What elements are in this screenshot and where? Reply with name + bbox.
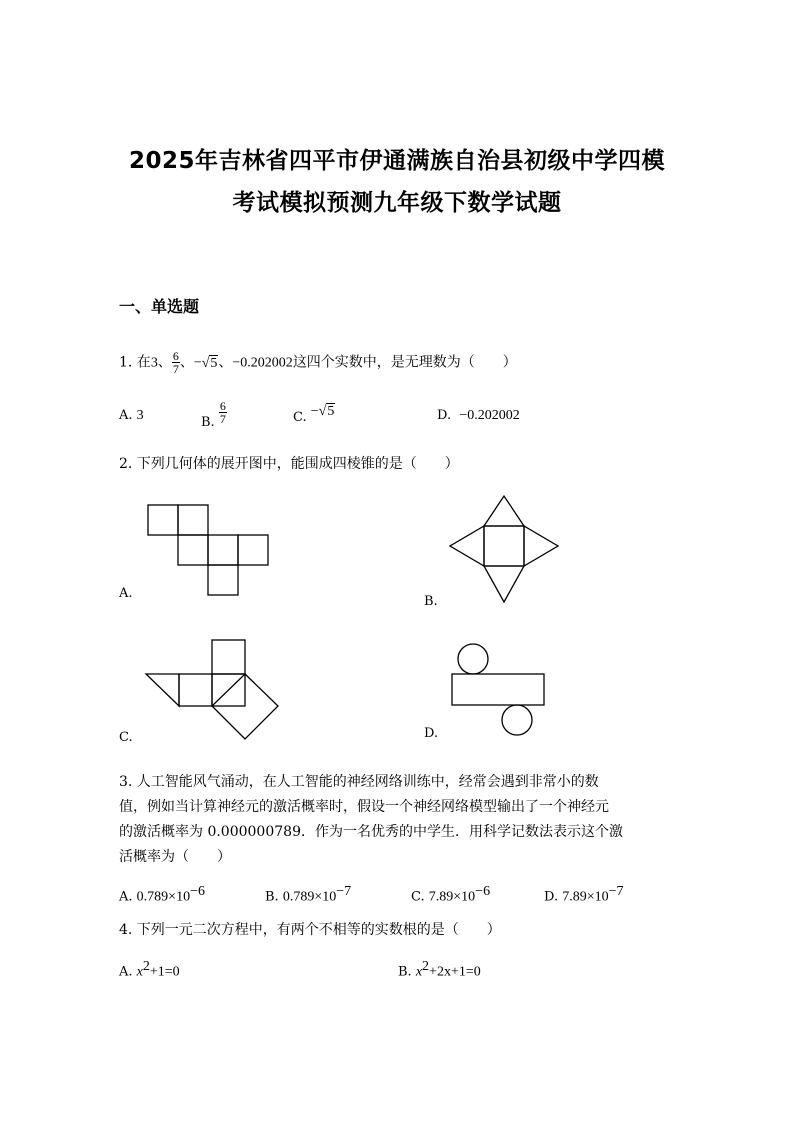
- page-title-line1: 2025年吉林省四平市伊通满族自治县初级中学四模: [128, 148, 665, 174]
- q1-item1: 3、: [150, 355, 172, 371]
- q3-option-a[interactable]: A. $0.789\times 10^{-6}$: [119, 884, 205, 905]
- q2-option-d[interactable]: D.: [424, 726, 439, 741]
- q3-option-c[interactable]: C. $7.89\times 10^{-6}$: [411, 884, 491, 905]
- section-heading: 一、单选题: [119, 297, 200, 316]
- question-1: 1. 在3、 $\frac{6}{7}$ 、−√5、−0.202002这四个实数中，是无理数为（ ）: [119, 349, 517, 376]
- question-2: 2. 下列几何体的展开图中，能围成四棱锥的是（ ）: [119, 456, 459, 472]
- q1-option-c[interactable]: C. −√5: [293, 404, 335, 425]
- q1-item4: −0.202002: [232, 355, 293, 371]
- q1-prefix: 1. 在: [119, 354, 151, 371]
- q1-fraction: $\frac{6}{7}$: [172, 349, 179, 376]
- q3-option-b[interactable]: B. $0.789\times 10^{-7}$: [265, 884, 352, 905]
- q4-option-a[interactable]: A. $x^2+1=0$: [119, 959, 180, 980]
- q2-figure-a-net: [140, 495, 280, 605]
- q2-figure-c-net: [144, 636, 284, 744]
- q1-option-d[interactable]: D. −0.202002: [437, 408, 520, 423]
- q1-sqrt: √5: [201, 355, 218, 371]
- question-3: 3. 人工智能风气涌动，在人工智能的神经网络训练中，经常会遇到非常小的数 值，例如当计算神经元的激活概率时，假设一个神经网络模型输出了一个神经元 的激活概率为 0.000000789．作为一名优秀的中学生．用科学记数法表示这个激 活概率为（ ）: [119, 774, 623, 865]
- page-title-line2: 考试模拟预测九年级下数学试题: [232, 190, 562, 216]
- q1-option-a[interactable]: A. 3: [119, 408, 144, 423]
- q2-figure-d-net: [446, 640, 550, 740]
- q3-option-d[interactable]: D. $7.89\times 10^{-7}$: [544, 884, 624, 905]
- q4-option-b[interactable]: B. $x^2+2x+1=0$: [398, 959, 481, 980]
- q2-figure-b-net: [446, 492, 562, 608]
- question-4: 4. 下列一元二次方程中，有两个不相等的实数根的是（ ）: [119, 922, 501, 938]
- q2-option-c[interactable]: C.: [119, 730, 133, 745]
- q1-suffix: 这四个实数中，是无理数为（ ）: [292, 354, 517, 371]
- q2-option-a[interactable]: A.: [119, 586, 133, 601]
- q2-option-b[interactable]: B.: [424, 594, 438, 609]
- q1-option-b[interactable]: B. $\frac{6}{7}$: [201, 399, 226, 430]
